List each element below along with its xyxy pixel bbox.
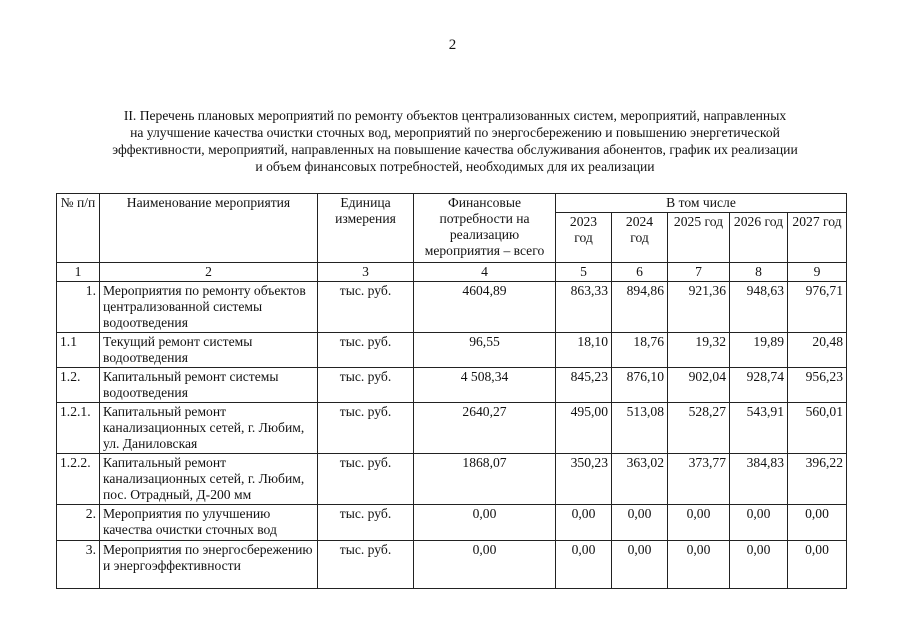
column-number: 2 xyxy=(100,263,318,282)
row-2023: 0,00 xyxy=(556,505,612,541)
row-2024: 0,00 xyxy=(612,505,668,541)
header-unit: Единица измерения xyxy=(318,194,414,263)
row-unit: тыс. руб. xyxy=(318,403,414,454)
row-2024: 363,02 xyxy=(612,454,668,505)
column-number: 1 xyxy=(57,263,100,282)
header-including: В том числе xyxy=(556,194,847,213)
row-name: Капитальный ремонт системы водоотведения xyxy=(100,368,318,403)
table-row xyxy=(57,368,847,403)
column-number: 4 xyxy=(414,263,556,282)
row-2026: 948,63 xyxy=(730,282,788,333)
row-2024: 876,10 xyxy=(612,368,668,403)
row-2024: 0,00 xyxy=(612,541,668,589)
activities-table xyxy=(56,193,847,589)
heading-line: эффективности, мероприятий, направленных на повышение качества обслуживания абонентов, график их реализации xyxy=(112,142,798,157)
row-2027: 396,22 xyxy=(788,454,847,505)
row-total: 0,00 xyxy=(414,541,556,589)
row-unit: тыс. руб. xyxy=(318,454,414,505)
header-year: 2024 год xyxy=(612,213,668,263)
row-unit: тыс. руб. xyxy=(318,282,414,333)
row-2023: 18,10 xyxy=(556,333,612,368)
table-row xyxy=(57,505,847,541)
row-total: 0,00 xyxy=(414,505,556,541)
header-num: № п/п xyxy=(57,194,100,263)
column-number: 3 xyxy=(318,263,414,282)
row-2024: 894,86 xyxy=(612,282,668,333)
row-2025: 0,00 xyxy=(668,505,730,541)
row-num: 1.2.2. xyxy=(57,454,100,505)
row-name: Текущий ремонт системы водоотведения xyxy=(100,333,318,368)
row-name: Мероприятия по энергосбережению и энергоэффективности xyxy=(100,541,318,589)
header-year: 2027 год xyxy=(788,213,847,263)
row-name: Капитальный ремонт канализационных сетей, г. Любим, ул. Даниловская xyxy=(100,403,318,454)
row-2024: 513,08 xyxy=(612,403,668,454)
row-total: 96,55 xyxy=(414,333,556,368)
heading-line: и объем финансовых потребностей, необходимых для их реализации xyxy=(255,159,655,174)
row-2026: 0,00 xyxy=(730,505,788,541)
column-number: 6 xyxy=(612,263,668,282)
row-num: 1.2.1. xyxy=(57,403,100,454)
header-year: 2025 год xyxy=(668,213,730,263)
header-finance: Финансовые потребности на реализацию мероприятия – всего xyxy=(414,194,556,263)
row-num: 3. xyxy=(57,541,100,589)
table-row xyxy=(57,403,847,454)
row-unit: тыс. руб. xyxy=(318,368,414,403)
table-row xyxy=(57,541,847,589)
row-2025: 902,04 xyxy=(668,368,730,403)
row-2026: 928,74 xyxy=(730,368,788,403)
column-number: 7 xyxy=(668,263,730,282)
row-2023: 495,00 xyxy=(556,403,612,454)
page-number: 2 xyxy=(448,37,457,53)
row-2023: 863,33 xyxy=(556,282,612,333)
row-2027: 0,00 xyxy=(788,505,847,541)
row-2027: 976,71 xyxy=(788,282,847,333)
row-2025: 921,36 xyxy=(668,282,730,333)
row-total: 2640,27 xyxy=(414,403,556,454)
row-2023: 0,00 xyxy=(556,541,612,589)
row-2025: 373,77 xyxy=(668,454,730,505)
section-heading xyxy=(60,107,850,175)
row-total: 4 508,34 xyxy=(414,368,556,403)
column-number: 9 xyxy=(788,263,847,282)
row-2027: 560,01 xyxy=(788,403,847,454)
row-2026: 543,91 xyxy=(730,403,788,454)
column-number: 8 xyxy=(730,263,788,282)
row-total: 1868,07 xyxy=(414,454,556,505)
row-num: 1.1 xyxy=(57,333,100,368)
row-num: 2. xyxy=(57,505,100,541)
row-2026: 0,00 xyxy=(730,541,788,589)
row-unit: тыс. руб. xyxy=(318,541,414,589)
column-numbers-row xyxy=(57,263,847,282)
table-row xyxy=(57,282,847,333)
row-2027: 20,48 xyxy=(788,333,847,368)
row-2023: 350,23 xyxy=(556,454,612,505)
row-2026: 384,83 xyxy=(730,454,788,505)
row-unit: тыс. руб. xyxy=(318,505,414,541)
table-row xyxy=(57,333,847,368)
row-2025: 0,00 xyxy=(668,541,730,589)
column-number: 5 xyxy=(556,263,612,282)
row-2025: 19,32 xyxy=(668,333,730,368)
row-name: Капитальный ремонт канализационных сетей, г. Любим, пос. Отрадный, Д-200 мм xyxy=(100,454,318,505)
row-unit: тыс. руб. xyxy=(318,333,414,368)
row-name: Мероприятия по улучшению качества очистки сточных вод xyxy=(100,505,318,541)
header-year: 2026 год xyxy=(730,213,788,263)
header-name: Наименование мероприятия xyxy=(100,194,318,263)
heading-line: II. Перечень плановых мероприятий по ремонту объектов централизованных систем, мероприятий, направленных xyxy=(123,108,787,123)
row-total: 4604,89 xyxy=(414,282,556,333)
heading-line: на улучшение качества очистки сточных вод, мероприятий по энергосбережению и повышению энергетической xyxy=(130,125,780,140)
table-row xyxy=(57,454,847,505)
row-2027: 0,00 xyxy=(788,541,847,589)
row-2026: 19,89 xyxy=(730,333,788,368)
row-num: 1.2. xyxy=(57,368,100,403)
row-2027: 956,23 xyxy=(788,368,847,403)
row-2025: 528,27 xyxy=(668,403,730,454)
row-num: 1. xyxy=(57,282,100,333)
row-2024: 18,76 xyxy=(612,333,668,368)
row-name: Мероприятия по ремонту объектов централизованной системы водоотведения xyxy=(100,282,318,333)
header-year: 2023 год xyxy=(556,213,612,263)
row-2023: 845,23 xyxy=(556,368,612,403)
